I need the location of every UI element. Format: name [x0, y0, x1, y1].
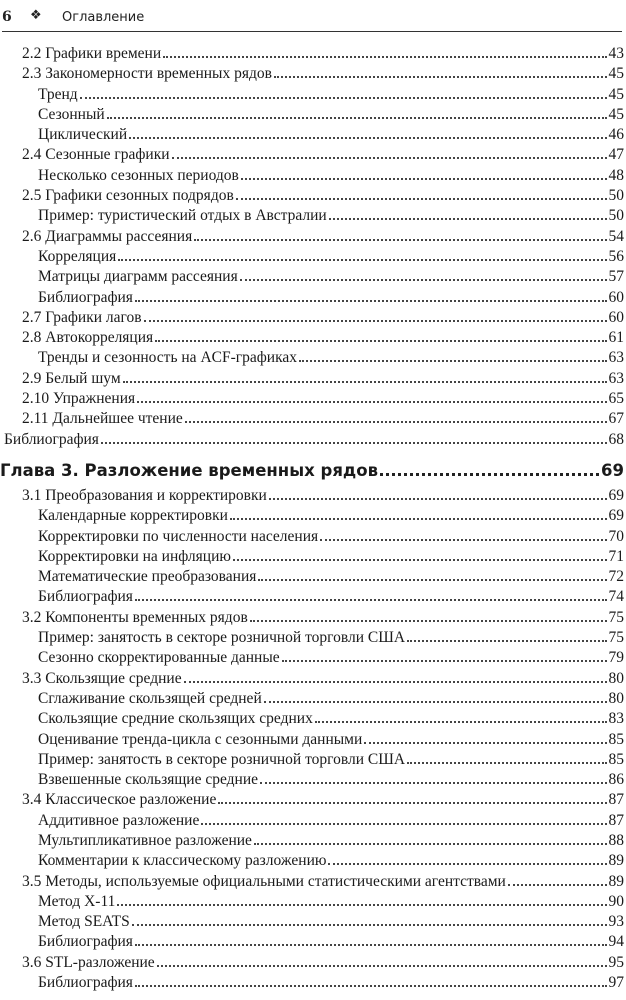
- toc-entry-page: 60: [608, 288, 624, 306]
- toc-entry-page: 45: [608, 65, 624, 83]
- toc-entry[interactable]: [0, 931, 626, 951]
- toc-entry-page: 80: [608, 689, 624, 707]
- toc-entry[interactable]: [0, 769, 626, 789]
- toc-entry-title: Сглаживание скользящей средней: [38, 689, 262, 707]
- toc-entry-page: 93: [608, 913, 624, 931]
- toc-entry-page: 80: [608, 669, 624, 687]
- toc-leader-dots: [135, 931, 607, 946]
- toc-entry-title: Несколько сезонных периодов: [38, 166, 239, 184]
- toc-leader-dots: [230, 505, 607, 520]
- toc-entry-page: 63: [608, 349, 624, 367]
- toc-entry-title: 3.5 Методы, используемые официальными статистическими агентствами: [22, 872, 506, 890]
- toc-entry[interactable]: [0, 307, 626, 327]
- toc-entry-title: Циклический: [38, 126, 128, 144]
- toc-entry-title: 2.8 Автокорреляция: [22, 329, 154, 347]
- toc-leader-dots: [163, 43, 606, 58]
- toc-entry[interactable]: [0, 185, 626, 205]
- toc-leader-dots: [254, 830, 607, 845]
- toc-leader-dots: [328, 850, 606, 865]
- toc-entry-title: Сезонный: [38, 105, 105, 123]
- toc-entry-title: Метод X-11: [38, 892, 116, 910]
- toc-entry[interactable]: [0, 505, 626, 525]
- toc-entry-title: 2.9 Белый шум: [22, 369, 121, 387]
- toc-entry[interactable]: [0, 647, 626, 667]
- toc-entry[interactable]: [0, 347, 626, 367]
- toc-entry[interactable]: [0, 287, 626, 307]
- toc-entry-title: Корректировки по численности населения: [38, 527, 319, 545]
- toc-entry-title: 3.6 STL-разложение: [22, 953, 155, 971]
- toc-entry-page: 60: [608, 308, 624, 326]
- page-number: 6: [2, 9, 12, 25]
- toc-leader-dots: [118, 246, 606, 261]
- toc-leader-dots: [320, 526, 606, 541]
- toc-entry-title: Пример: занятость в секторе розничной торговли США: [38, 629, 406, 647]
- toc-entry-page: 57: [608, 268, 624, 286]
- toc-entry[interactable]: [0, 566, 626, 586]
- toc-leader-dots: [407, 627, 606, 642]
- toc-entry[interactable]: [0, 911, 626, 931]
- toc-entry[interactable]: [0, 368, 626, 388]
- toc-entry-title: Пример: занятость в секторе розничной торговли США: [38, 750, 406, 768]
- toc-entry-title: Метод SEATS: [38, 913, 130, 931]
- toc-entry-page: 56: [608, 247, 624, 265]
- toc-entry-page: 90: [608, 892, 624, 910]
- toc-leader-dots: [172, 144, 607, 159]
- toc-leader-dots: [185, 408, 607, 423]
- toc-entry-title: Сезонно скорректированные данные: [38, 649, 280, 667]
- toc-entry-title: Математические преобразования: [38, 568, 257, 586]
- toc-entry-page: 75: [608, 608, 624, 626]
- toc-entry-title: 2.7 Графики лагов: [22, 308, 142, 326]
- toc-entry-title: 3.1 Преобразования и корректировки: [22, 486, 267, 504]
- toc-entry[interactable]: [0, 429, 626, 449]
- ornament-icon: ❖: [30, 8, 42, 23]
- toc-leader-dots: [315, 708, 607, 723]
- toc-leader-dots: [241, 165, 607, 180]
- toc-leader-dots: [132, 911, 607, 926]
- toc-entry[interactable]: [0, 388, 626, 408]
- toc-entry[interactable]: [0, 586, 626, 606]
- toc-entry-page: 83: [608, 710, 624, 728]
- toc-entry-page: 75: [608, 629, 624, 647]
- toc-entry[interactable]: [0, 668, 626, 688]
- toc-leader-dots: [157, 952, 607, 967]
- toc-leader-dots: [250, 607, 607, 622]
- toc-entry[interactable]: [0, 729, 626, 749]
- toc-entry-page: 43: [608, 45, 624, 62]
- toc-section-chapter-2: [0, 43, 626, 449]
- toc-section-chapter-3: [0, 485, 626, 992]
- toc-entry-title: Оценивание тренда-цикла с сезонными данными: [38, 730, 363, 748]
- toc-entry-title: Библиография: [38, 933, 133, 951]
- toc-entry-page: 45: [608, 85, 624, 103]
- toc-entry[interactable]: [0, 226, 626, 246]
- toc-entry-title: Скользящие средние скользящих средних: [38, 710, 313, 728]
- toc-leader-dots: [144, 307, 607, 322]
- toc-entry-title: Пример: туристический отдых в Австралии: [38, 207, 327, 225]
- toc-entry[interactable]: [0, 708, 626, 728]
- toc-entry-page: 89: [608, 872, 624, 890]
- toc-entry-page: 54: [608, 227, 624, 245]
- toc-leader-dots: [201, 810, 606, 825]
- toc-entry[interactable]: [0, 891, 626, 911]
- toc-leader-dots: [184, 668, 607, 683]
- toc-entry-title: Мультипликативное разложение: [38, 831, 252, 849]
- toc-entry-page: 63: [608, 369, 624, 387]
- toc-entry-title: Тренды и сезонность на ACF-графиках: [38, 349, 298, 367]
- toc-entry-page: 86: [608, 771, 624, 789]
- toc-entry[interactable]: [0, 688, 626, 708]
- toc-leader-dots: [135, 586, 607, 601]
- toc-entry-page: 85: [608, 750, 624, 768]
- toc-entry-title: 3.4 Классическое разложение: [22, 791, 217, 809]
- toc-leader-dots: [194, 226, 606, 241]
- toc-leader-dots: [218, 789, 606, 804]
- toc-entry-title: 2.10 Упражнения: [22, 390, 136, 408]
- toc-entry-page: 95: [608, 953, 624, 971]
- toc-entry[interactable]: [0, 526, 626, 546]
- toc-entry-title: Тренд: [38, 85, 78, 103]
- toc-leader-dots: [233, 546, 607, 561]
- toc-entry-page: 65: [608, 390, 624, 408]
- toc-entry-title: Аддитивное разложение: [38, 811, 200, 829]
- toc-entry[interactable]: [0, 952, 626, 972]
- toc-entry-page: 48: [608, 166, 624, 184]
- toc-entry-page: 69: [608, 507, 624, 525]
- toc-entry[interactable]: [0, 627, 626, 647]
- toc-entry[interactable]: [0, 205, 626, 225]
- toc-entry-title: Библиография: [38, 974, 133, 992]
- toc-chapter-entry[interactable]: [0, 455, 626, 481]
- toc-entry[interactable]: [0, 810, 626, 830]
- toc-entry-title: 3.3 Скользящие средние: [22, 669, 182, 687]
- toc-entry-page: 46: [608, 126, 624, 144]
- toc-entry-page: 85: [608, 730, 624, 748]
- toc-leader-dots: [135, 972, 607, 987]
- toc-entry-title: Взвешенные скользящие средние: [38, 771, 259, 789]
- toc-entry[interactable]: [0, 104, 626, 124]
- toc-entry[interactable]: [0, 246, 626, 266]
- toc-entry[interactable]: [0, 607, 626, 627]
- toc-entry-title: Календарные корректировки: [38, 507, 228, 525]
- toc-leader-dots: [107, 104, 607, 119]
- toc-leader-dots: [380, 455, 599, 476]
- toc-entry[interactable]: [0, 871, 626, 891]
- toc-entry-page: 67: [608, 410, 624, 428]
- toc-leader-dots: [155, 327, 606, 342]
- toc-entry[interactable]: [0, 749, 626, 769]
- toc-entry-title: Глава 3. Разложение временных рядов: [0, 460, 379, 480]
- toc-entry-page: 97: [608, 974, 624, 992]
- toc-entry[interactable]: [0, 63, 626, 83]
- toc-entry-title: Комментарии к классическому разложению: [38, 852, 327, 870]
- toc-entry[interactable]: [0, 266, 626, 286]
- toc-entry-title: Корректировки на инфляцию: [38, 547, 231, 565]
- toc-entry-page: 69: [601, 460, 624, 480]
- toc-leader-dots: [329, 205, 607, 220]
- toc-leader-dots: [240, 266, 607, 281]
- toc-entry-page: 88: [608, 831, 624, 849]
- toc-entry-page: 45: [608, 105, 624, 123]
- toc-entry[interactable]: [0, 165, 626, 185]
- toc-leader-dots: [236, 185, 607, 200]
- toc-entry-page: 74: [608, 588, 624, 606]
- toc-leader-dots: [135, 287, 607, 302]
- toc-entry-title: 2.3 Закономерности временных рядов: [22, 65, 272, 83]
- toc-entry-page: 50: [608, 207, 624, 225]
- toc-entry-page: 50: [608, 187, 624, 205]
- toc-entry-page: 87: [608, 791, 624, 809]
- toc-leader-dots: [129, 124, 606, 139]
- toc-entry-page: 47: [608, 146, 624, 164]
- toc-entry-title: Матрицы диаграмм рассеяния: [38, 268, 238, 286]
- toc-leader-dots: [508, 871, 607, 886]
- toc-leader-dots: [123, 368, 607, 383]
- toc-entry[interactable]: [0, 327, 626, 347]
- toc-leader-dots: [260, 769, 606, 784]
- header-rule: [2, 31, 622, 32]
- toc-leader-dots: [137, 388, 606, 403]
- toc-leader-dots: [101, 429, 607, 444]
- toc-entry-page: 87: [608, 811, 624, 829]
- toc-entry-title: 2.11 Дальнейшее чтение: [22, 410, 183, 428]
- toc-entry[interactable]: [0, 972, 626, 992]
- toc-entry-page: 89: [608, 852, 624, 870]
- toc-leader-dots: [117, 891, 606, 906]
- toc-entry-page: 72: [608, 568, 624, 586]
- toc-leader-dots: [299, 347, 606, 362]
- toc-entry-page: 61: [608, 329, 624, 347]
- toc-entry[interactable]: [0, 124, 626, 144]
- toc-entry-page: 94: [608, 933, 624, 951]
- toc-entry[interactable]: [0, 850, 626, 870]
- toc-entry-title: 3.2 Компоненты временных рядов: [22, 608, 248, 626]
- toc-leader-dots: [407, 749, 606, 764]
- toc-leader-dots: [80, 84, 607, 99]
- toc-entry-title: Библиография: [38, 588, 133, 606]
- toc-entry[interactable]: [0, 546, 626, 566]
- toc-entry-title: 2.6 Диаграммы рассеяния: [22, 227, 193, 245]
- header-title: Оглавление: [62, 10, 145, 25]
- toc-entry-title: Библиография: [38, 288, 133, 306]
- toc-leader-dots: [269, 485, 607, 500]
- toc-leader-dots: [274, 63, 607, 78]
- toc-entry-title: Библиография: [4, 430, 99, 448]
- toc-leader-dots: [364, 729, 606, 744]
- running-header: [2, 8, 622, 30]
- toc-entry[interactable]: [0, 789, 626, 809]
- toc-entry-title: 2.2 Графики времени: [22, 45, 162, 62]
- toc-entry[interactable]: [0, 830, 626, 850]
- toc-entry-page: 79: [608, 649, 624, 667]
- toc-entry-page: 71: [608, 547, 624, 565]
- toc-entry-title: Корреляция: [38, 247, 117, 265]
- toc-entry-title: 2.5 Графики сезонных подрядов: [22, 187, 234, 205]
- table-of-contents: [0, 43, 626, 992]
- toc-entry[interactable]: [0, 84, 626, 104]
- toc-entry-page: 69: [608, 486, 624, 504]
- toc-entry[interactable]: [0, 408, 626, 428]
- toc-entry[interactable]: [0, 43, 626, 63]
- toc-entry-page: 68: [608, 430, 624, 448]
- toc-leader-dots: [258, 566, 606, 581]
- toc-leader-dots: [282, 647, 607, 662]
- toc-entry[interactable]: [0, 144, 626, 164]
- toc-entry-title: 2.4 Сезонные графики: [22, 146, 170, 164]
- toc-entry[interactable]: [0, 485, 626, 505]
- toc-entry-page: 70: [608, 527, 624, 545]
- toc-leader-dots: [264, 688, 607, 703]
